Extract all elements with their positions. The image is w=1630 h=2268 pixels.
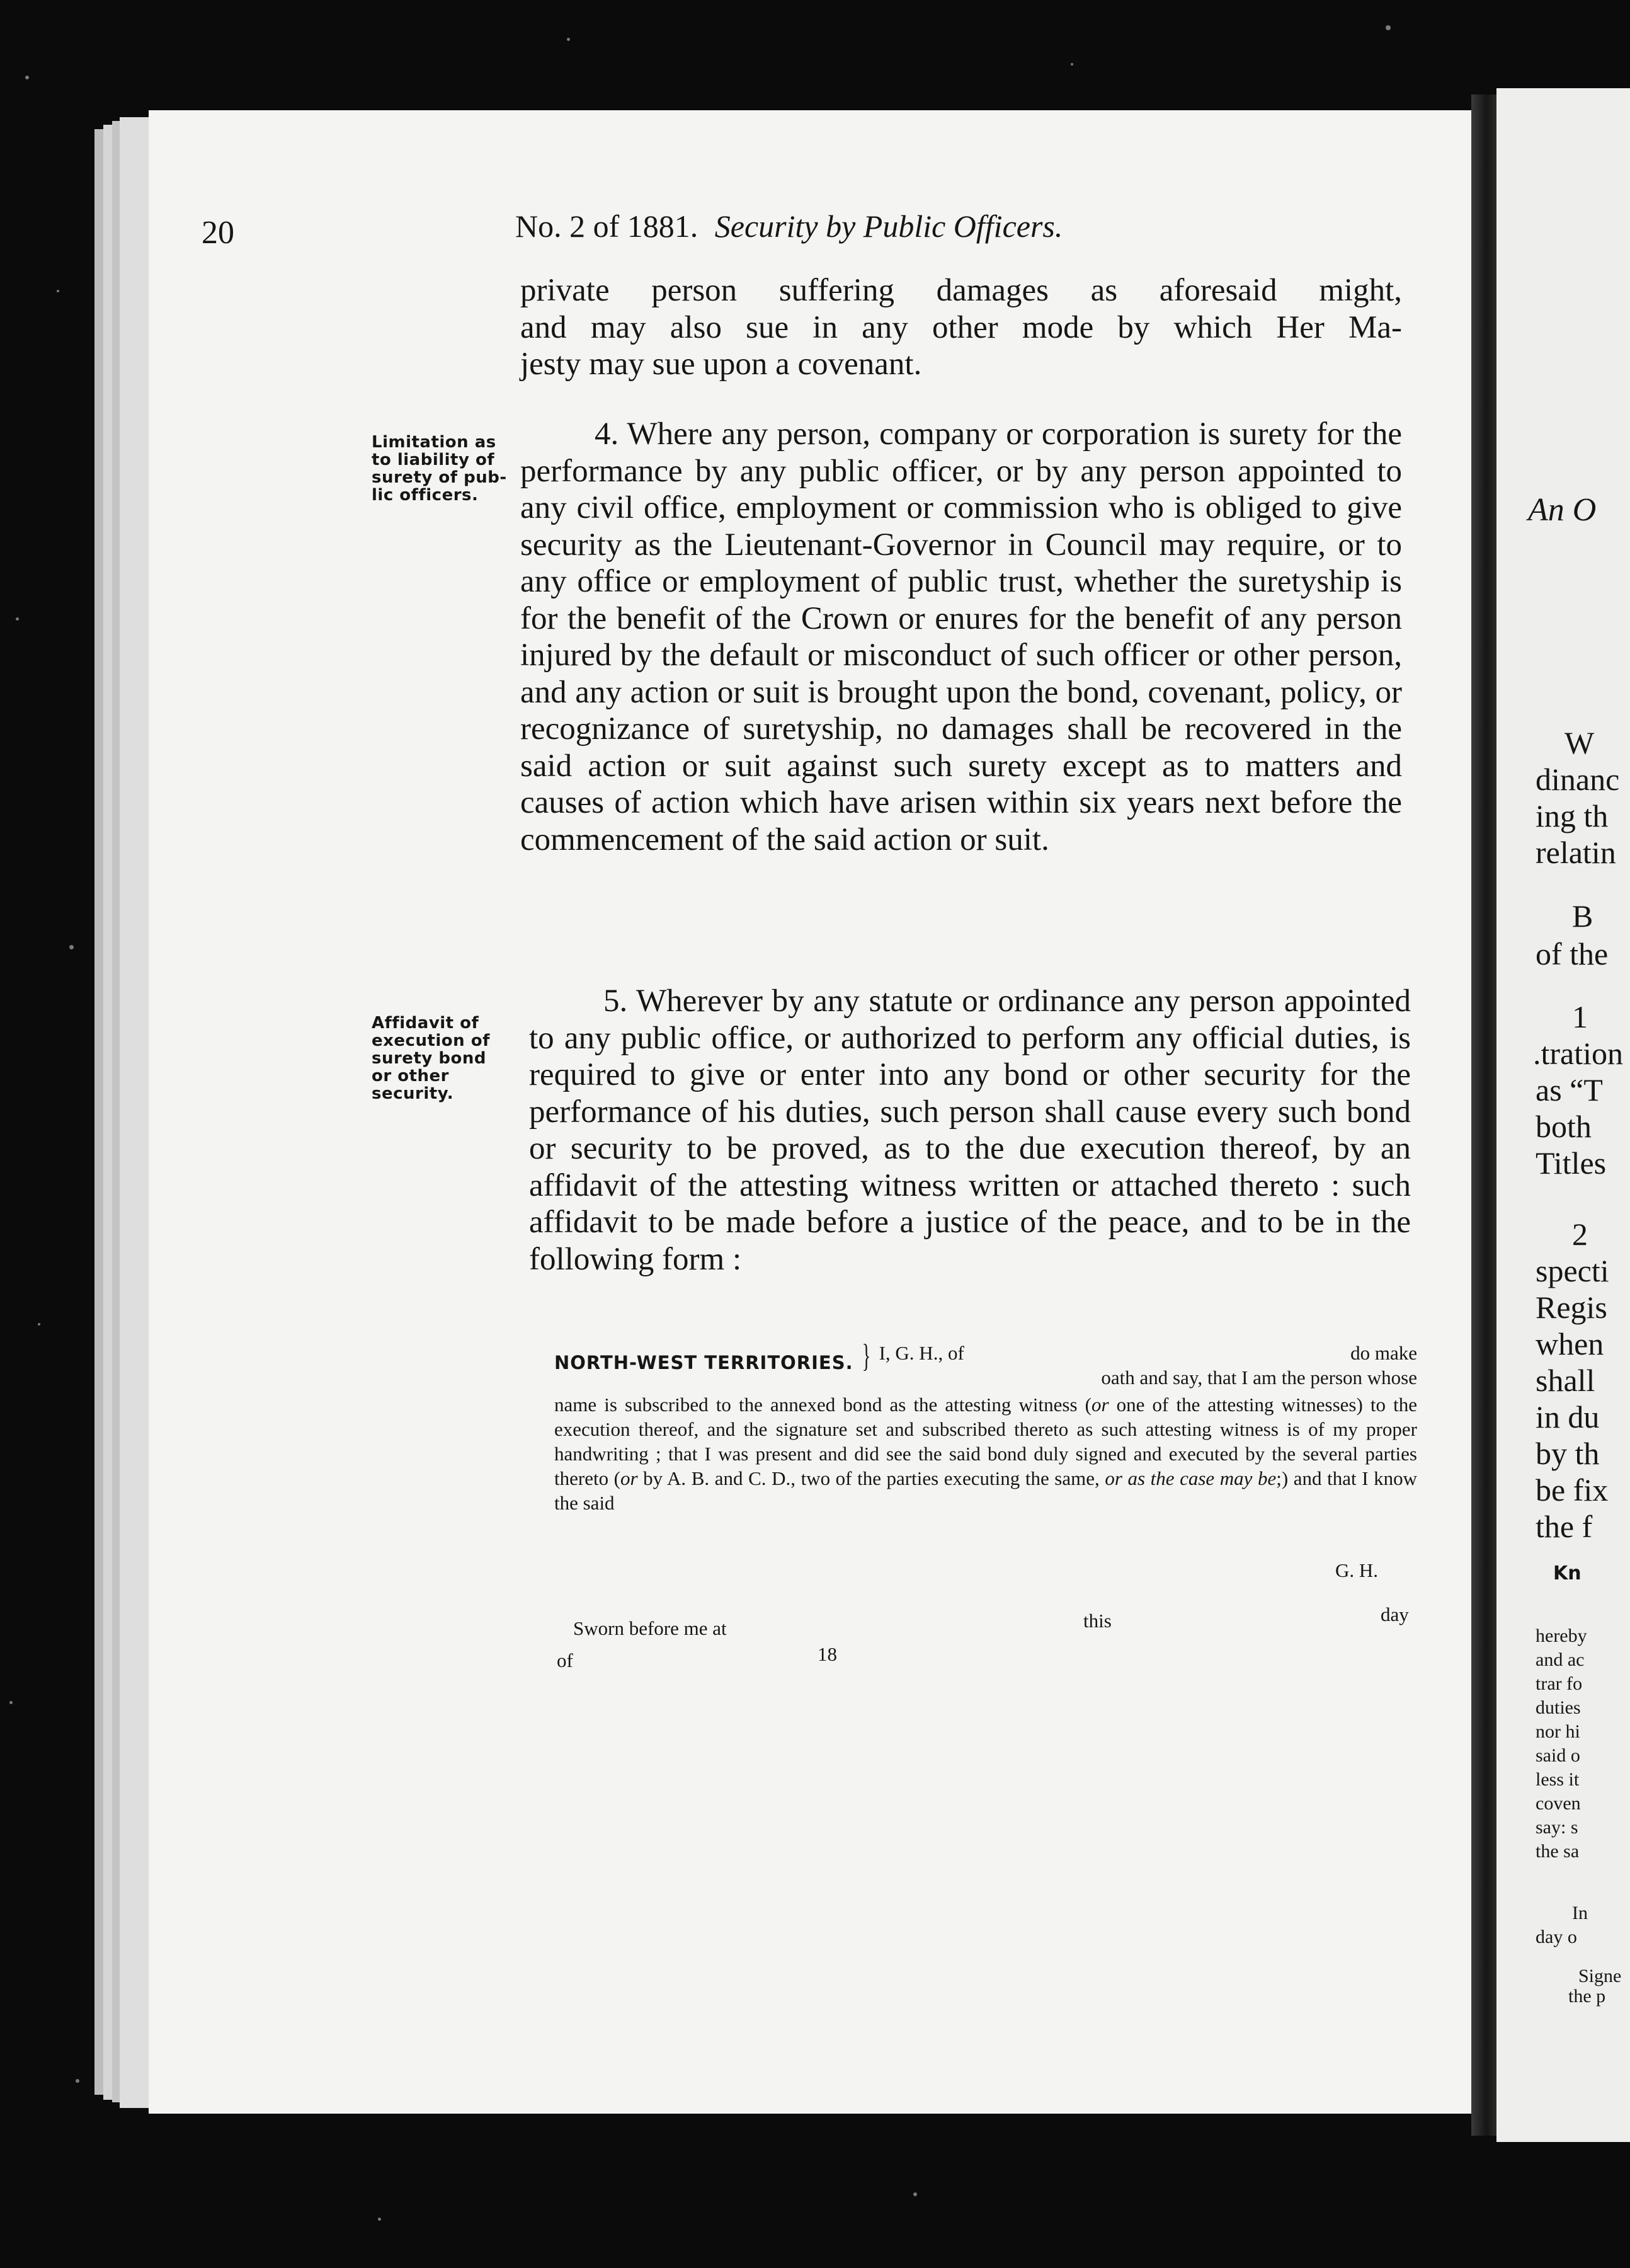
- section-5: [529, 983, 1411, 1278]
- facing-small-line: nor hi: [1536, 1721, 1580, 1742]
- opener-start: I, G. H., of: [879, 1342, 964, 1364]
- facing-line: by th: [1536, 1436, 1600, 1471]
- facing-small-line: said o: [1536, 1745, 1580, 1766]
- sworn-before-label: Sworn before me at: [573, 1617, 727, 1639]
- form-opener: [879, 1341, 1417, 1390]
- this-label: this: [1083, 1610, 1112, 1632]
- facing-small-line: hereby: [1536, 1625, 1587, 1646]
- opener-end: do make: [1350, 1342, 1417, 1364]
- margin-note-section-5: [372, 1014, 526, 1102]
- margin-note-line: or other: [372, 1067, 449, 1085]
- book-binding: [1471, 94, 1496, 2136]
- margin-note-line: to liability of: [372, 450, 495, 469]
- facing-small-line: Kn: [1553, 1562, 1582, 1584]
- facing-line: as “T: [1536, 1072, 1603, 1108]
- of-label: of: [557, 1649, 573, 1671]
- text-line: jesty may sue upon a covenant.: [520, 346, 922, 382]
- facing-page: [1496, 88, 1630, 2142]
- signature-initials: G. H.: [1335, 1559, 1379, 1581]
- facing-line: specti: [1536, 1253, 1609, 1288]
- facing-line: the f: [1536, 1509, 1593, 1544]
- facing-small-line: the p: [1568, 1986, 1606, 2007]
- facing-line: when: [1536, 1326, 1604, 1361]
- margin-note-line: lic officers.: [372, 486, 479, 505]
- facing-line: Titles: [1536, 1145, 1607, 1181]
- facing-line: of the: [1536, 936, 1609, 971]
- page-stack-edge: [112, 121, 120, 2102]
- margin-note-line: Limitation as: [372, 433, 496, 452]
- margin-note-line: execution of: [372, 1031, 490, 1050]
- page-stack-edge: [120, 117, 149, 2108]
- day-label: day: [1381, 1603, 1409, 1625]
- margin-note-line: Affidavit of: [372, 1014, 479, 1033]
- facing-line: ing th: [1536, 798, 1609, 833]
- facing-line: 2: [1572, 1217, 1588, 1252]
- margin-note-line: surety of pub-: [372, 468, 507, 487]
- facing-line: in du: [1536, 1399, 1600, 1435]
- running-head: [515, 208, 1063, 244]
- page-number: 20: [202, 215, 234, 251]
- form-heading: [554, 1338, 1417, 1390]
- affidavit-form: [554, 1338, 1417, 1515]
- facing-small-line: say: s: [1536, 1817, 1578, 1838]
- margin-note-line: surety bond: [372, 1049, 486, 1068]
- facing-line: dinanc: [1536, 762, 1620, 797]
- section-4-text: 4. Where any person, company or corporation is surety for the performance by any public officer, or by any person appointed to any civil office, employment or commission who is obliged to give security as the Lieutenant-Governor in Council may require, or to any office or employment of public trust, whether the suretyship is for the benefit of the Crown or enures for the benefit of any person injured by the default or misconduct of such officer or other person, and any action or suit is brought upon the bond, covenant, policy, or recognizance of suretyship, no damages shall be recovered in the said action or suit against such surety except as to matters and causes of action which have arisen within six years next before the commencement of the said action or suit.: [520, 416, 1402, 857]
- margin-note-section-4: [372, 433, 526, 504]
- facing-line: Regis: [1536, 1290, 1607, 1325]
- facing-small-line: trar fo: [1536, 1673, 1583, 1694]
- territory-heading: NORTH-WEST TERRITORIES.: [554, 1352, 853, 1373]
- facing-small-line: less it: [1536, 1769, 1580, 1790]
- facing-small-line: In: [1572, 1903, 1588, 1923]
- continuation-paragraph: [520, 272, 1402, 383]
- facing-line: both: [1536, 1109, 1592, 1144]
- facing-line: shall: [1536, 1363, 1595, 1398]
- page-stack-edge: [103, 125, 112, 2100]
- facing-line: 1: [1572, 999, 1588, 1034]
- act-number: No. 2 of 1881.: [515, 209, 698, 244]
- facing-line: W: [1564, 725, 1595, 760]
- text-line: private person suffering damages as aforesaid might,: [520, 273, 1402, 308]
- facing-title-fragment: An O: [1528, 492, 1597, 528]
- year-label: 18: [818, 1643, 837, 1665]
- facing-line: .tration: [1533, 1036, 1624, 1071]
- facing-small-line: the sa: [1536, 1841, 1580, 1862]
- facing-small-line: Signe: [1578, 1966, 1622, 1986]
- facing-small-line: coven: [1536, 1793, 1581, 1814]
- facing-small-line: duties: [1536, 1697, 1581, 1718]
- brace-glyph: }: [862, 1338, 870, 1374]
- facing-line: relatin: [1536, 835, 1616, 870]
- section-5-text: 5. Wherever by any statute or ordinance any person appointed to any public office, or authorized to perform any official duties, is required to give or enter into any bond or other security for the performance of his duties, such person shall cause every such bond or security to be proved, as to the due execution thereof, by an affidavit of the attesting witness written or attached thereto : such affidavit to be made before a justice of the peace, and to be in the following form :: [529, 983, 1411, 1277]
- form-body: name is subscribed to the annexed bond as the attesting witness (or one of the attesting witnesses) to the execution thereof, and the signature set and subscribed thereto as such attesting witness is of my proper handwriting ; that I was present and did see the said bond duly signed and executed by the several parties thereto (or by A. B. and C. D., two of the parties executing the same, or as the case may be;) and that I know the said: [554, 1394, 1417, 1514]
- facing-small-line: and ac: [1536, 1649, 1585, 1670]
- facing-line: B: [1572, 898, 1593, 934]
- page-stack-edge: [94, 129, 103, 2095]
- facing-small-line: day o: [1536, 1927, 1577, 1947]
- section-4: [520, 416, 1402, 858]
- margin-note-line: security.: [372, 1084, 454, 1103]
- opener-line-2: oath and say, that I am the person whose: [1101, 1366, 1417, 1389]
- act-title: Security by Public Officers.: [714, 209, 1063, 244]
- facing-line: be fix: [1536, 1472, 1609, 1508]
- text-line: and may also sue in any other mode by which Her Ma-: [520, 309, 1402, 345]
